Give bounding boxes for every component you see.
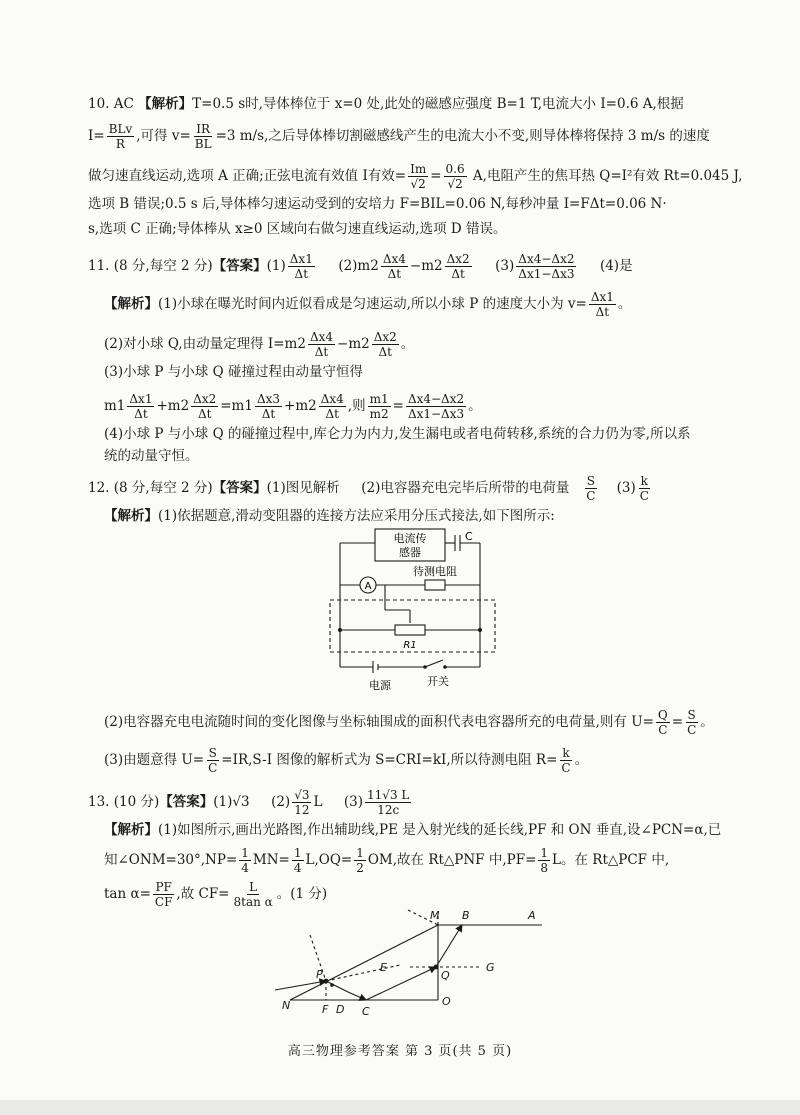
q12-p2b: = bbox=[671, 714, 684, 730]
switch-blade bbox=[425, 660, 443, 667]
q12-a1: (1)图见解析 bbox=[266, 480, 340, 496]
q11-analysis-5: (4)小球 P 与小球 Q 的碰撞过程中,库仑力为内力,发生漏电或者电荷转移,系统的合力仍为零,所以系 bbox=[104, 426, 691, 442]
q11-p1: (1)小球在曝光时间内近似看成是匀速运动,所以小球 P 的速度大小为 v= bbox=[158, 296, 587, 312]
q11-a3: (3) bbox=[495, 258, 515, 274]
q11-analysis-3: (3)小球 P 与小球 Q 碰撞过程由动量守恒得 bbox=[104, 364, 363, 380]
switch-label: 开关 bbox=[427, 675, 449, 688]
q13-analysis-tag: 【解析】 bbox=[104, 822, 158, 838]
label-G: G bbox=[486, 961, 495, 974]
refracted-ray-1 bbox=[326, 981, 348, 992]
q12-p3b: =IR,S-I 图像的解析式为 S=CRI=kI,所以待测电阻 R= bbox=[221, 752, 558, 768]
q11-a1-frac: $\frac{\Delta x1}{\Delta t}$ bbox=[289, 252, 313, 281]
q13-p2e: L。在 Rt△PCF 中, bbox=[552, 852, 670, 868]
switch-contact bbox=[443, 665, 447, 669]
q10-text-3b: = bbox=[430, 168, 442, 184]
q11-analysis-tag: 【解析】 bbox=[104, 296, 158, 312]
extension-PE bbox=[326, 965, 400, 981]
label-M: M bbox=[430, 909, 440, 922]
q11-p4a: m1 bbox=[104, 398, 126, 414]
q13-p2-frac2: $\frac{1}{4}$ bbox=[293, 846, 302, 875]
q11-p4-frac2: $\frac{\Delta x2}{\Delta t}$ bbox=[193, 392, 217, 421]
q11-p1-frac: $\frac{\Delta x1}{\Delta t}$ bbox=[590, 290, 614, 319]
q13-answer-line bbox=[88, 788, 730, 817]
q10-text-2c: =3 m/s,之后导体棒切割磁感线产生的电流大小不变,则导体棒将保持 3 m/s 的速度 bbox=[215, 128, 710, 144]
exit-ray bbox=[436, 925, 462, 967]
q13-analysis-2 bbox=[104, 846, 730, 875]
q13-a2-unit: L bbox=[313, 794, 323, 810]
q11-p4-frac5: $\frac{m1}{m2}$ bbox=[369, 392, 389, 421]
q11-a2: (2)m2 bbox=[338, 258, 379, 274]
q13-a3-frac: $\frac{11√3 L}{12c}$ bbox=[367, 788, 410, 817]
q11-analysis-4 bbox=[104, 392, 730, 421]
optics-diagram bbox=[270, 905, 560, 1025]
label-A: A bbox=[528, 909, 536, 922]
q11-p4c: =m1 bbox=[220, 398, 253, 414]
q11-a2-mid: −m2 bbox=[409, 258, 443, 274]
q12-a2-frac: $\frac{S}{C}$ bbox=[586, 474, 596, 503]
q13-a2: (2) bbox=[271, 794, 291, 810]
q11-answer-tag: 【答案】 bbox=[212, 258, 267, 274]
q13-a2-frac: $\frac{√3}{12}$ bbox=[294, 788, 310, 817]
q11-p4-end: 。 bbox=[468, 398, 482, 414]
q13-p3c: 。(1 分) bbox=[276, 886, 328, 902]
q12-p2-frac1: $\frac{Q}{C}$ bbox=[657, 708, 668, 737]
q11-answer-line bbox=[88, 252, 730, 281]
q13-p2d: OM,故在 Rt△PNF 中,PF= bbox=[367, 852, 537, 868]
q11-analysis-1 bbox=[104, 290, 730, 319]
q13-p2c: L,OQ= bbox=[305, 852, 353, 868]
q12-p3-frac1: $\frac{S}{C}$ bbox=[208, 746, 218, 775]
q12-p3a: (3)由题意得 U= bbox=[104, 752, 205, 768]
q13-p2b: MN= bbox=[252, 852, 290, 868]
q11-a4: (4)是 bbox=[599, 258, 633, 274]
point-P bbox=[324, 979, 329, 984]
q12-p2-frac2: $\frac{S}{C}$ bbox=[687, 708, 697, 737]
label-E: E bbox=[380, 961, 387, 974]
q12-analysis-1 bbox=[104, 506, 730, 526]
q13-number: 13. (10 分) bbox=[88, 794, 160, 810]
q13-analysis-1 bbox=[104, 820, 730, 840]
q11-p4f: = bbox=[392, 398, 404, 414]
q10-number: 10. AC bbox=[88, 96, 134, 112]
q10-line-4: 选项 B 错误;0.5 s 后,导体棒匀速运动受到的安培力 F=BIL=0.06 N,每秒冲量 I=FΔt=0.06 N· bbox=[88, 196, 667, 212]
rheostat-box bbox=[395, 625, 425, 635]
q13-p3a: tan α= bbox=[104, 886, 151, 902]
q11-p4-frac4: $\frac{\Delta x4}{\Delta t}$ bbox=[320, 392, 344, 421]
reflected-ray bbox=[366, 967, 436, 1000]
q13-answer-tag: 【答案】 bbox=[159, 794, 214, 810]
point-Q bbox=[434, 965, 439, 970]
q13-a1: (1)√3 bbox=[213, 794, 250, 810]
q11-p2-end: 。 bbox=[400, 336, 415, 352]
ammeter-label: A bbox=[364, 581, 372, 592]
q12-analysis-tag: 【解析】 bbox=[104, 508, 158, 524]
q10-line-1 bbox=[88, 94, 730, 114]
label-F: F bbox=[322, 1003, 329, 1016]
label-C: C bbox=[362, 1005, 370, 1018]
q12-a3-frac: $\frac{k}{C}$ bbox=[639, 474, 649, 503]
junction-left bbox=[338, 628, 342, 632]
q11-number: 11. (8 分,每空 2 分) bbox=[88, 258, 213, 274]
label-Q: Q bbox=[441, 969, 450, 982]
q12-a3: (3) bbox=[616, 480, 636, 496]
q11-a1: (1) bbox=[266, 258, 286, 274]
q11-p4-frac1: $\frac{\Delta x1}{\Delta t}$ bbox=[129, 392, 153, 421]
q11-p2-mid: −m2 bbox=[337, 336, 370, 352]
label-O: O bbox=[442, 995, 451, 1008]
q10-line-5: s,选项 C 正确;导体棒从 x≥0 区域向右做匀速直线运动,选项 D 错误。 bbox=[88, 221, 507, 237]
q12-p3-frac2: $\frac{k}{C}$ bbox=[561, 746, 571, 775]
q11-p2: (2)对小球 Q,由动量定理得 I=m2 bbox=[104, 336, 306, 352]
q10-line-2 bbox=[88, 122, 730, 151]
capacitor-label: C bbox=[465, 530, 473, 543]
q11-p1-end: 。 bbox=[617, 296, 632, 312]
q13-p3-frac1: $\frac{PF}{CF}$ bbox=[154, 880, 173, 909]
q11-analysis-2 bbox=[104, 330, 730, 359]
prism-hypotenuse bbox=[290, 925, 438, 1000]
q12-p2-end: 。 bbox=[700, 714, 714, 730]
q11-a2-frac1: $\frac{\Delta x4}{\Delta t}$ bbox=[382, 252, 406, 281]
q11-p4-frac3: $\frac{\Delta x3}{\Delta t}$ bbox=[256, 392, 281, 421]
q13-p2-frac3: $\frac{1}{2}$ bbox=[356, 846, 364, 875]
q10-analysis-tag: 【解析】 bbox=[138, 96, 193, 112]
q12-answer-line bbox=[88, 474, 730, 503]
q10-frac-blv: $\frac{\text{BLv}}{R}$ bbox=[108, 122, 133, 151]
label-P: P bbox=[316, 968, 323, 981]
q10-text-3a: 做匀速直线运动,选项 A 正确;正弦电流有效值 I有效= bbox=[88, 168, 407, 184]
q13-a3: (3) bbox=[343, 794, 364, 810]
q11-p4d: +m2 bbox=[284, 398, 317, 414]
q10-text-3c: A,电阻产生的焦耳热 Q=I²有效 Rt=0.045 J, bbox=[468, 168, 743, 184]
bottom-edge bbox=[0, 1100, 800, 1115]
q11-a2-frac2: $\frac{\Delta x2}{\Delta t}$ bbox=[446, 252, 470, 281]
q11-p4b: +m2 bbox=[156, 398, 190, 414]
label-N: N bbox=[282, 999, 291, 1012]
q13-p1: (1)如图所示,画出光路图,作出辅助线,PE 是入射光线的延长线,PF 和 ON 垂直,设∠PCN=α,已 bbox=[158, 822, 722, 838]
q12-answer-tag: 【答案】 bbox=[212, 480, 267, 496]
sensor-label-1: 电流传 bbox=[393, 532, 427, 545]
q13-p3-frac2: $\frac{L}{\text{8tan α}}$ bbox=[233, 880, 273, 909]
junction-right bbox=[478, 628, 482, 632]
q13-p2-frac4: $\frac{1}{8}$ bbox=[540, 846, 549, 875]
resistor-label: 待测电阻 bbox=[413, 565, 457, 578]
q11-analysis-6: 统的动量守恒。 bbox=[104, 448, 199, 464]
q12-p3-end: 。 bbox=[574, 752, 589, 768]
rheostat-label: R1 bbox=[403, 640, 417, 651]
label-B: B bbox=[462, 909, 470, 922]
q11-p2-frac1: $\frac{\Delta x4}{\Delta t}$ bbox=[309, 330, 334, 359]
q10-frac-ir: $\frac{IR}{BL}$ bbox=[194, 122, 212, 151]
q12-number: 12. (8 分,每空 2 分) bbox=[88, 480, 213, 496]
q13-p2a: 知∠ONM=30°,NP= bbox=[104, 852, 238, 868]
sensor-label-2: 感器 bbox=[399, 546, 421, 559]
q10-frac-06: $\frac{0.6}{√2}$ bbox=[445, 162, 465, 191]
q12-analysis-2 bbox=[104, 708, 730, 737]
source-label: 电源 bbox=[369, 679, 391, 692]
q10-line-3 bbox=[88, 162, 743, 191]
q12-p1: (1)依据题意,滑动变阻器的连接方法应采用分压式接法,如下图所示: bbox=[158, 508, 555, 524]
page-footer: 高三物理参考答案 第 3 页(共 5 页) bbox=[287, 1044, 513, 1059]
q11-p2-frac2: $\frac{\Delta x2}{\Delta t}$ bbox=[373, 330, 397, 359]
q13-p2-frac1: $\frac{1}{4}$ bbox=[241, 846, 249, 875]
q10-text-2b: ,可得 v= bbox=[136, 128, 191, 144]
q12-a2: (2)电容器充电完毕后所带的电荷量 bbox=[361, 480, 570, 496]
q13-p3b: ,故 CF= bbox=[176, 886, 230, 902]
label-D: D bbox=[336, 1003, 345, 1016]
point-D-dot bbox=[330, 983, 334, 987]
circuit-diagram bbox=[325, 525, 500, 695]
q11-p4e: ,则 bbox=[347, 398, 366, 414]
switch-pivot bbox=[423, 665, 427, 669]
q10-frac-im: $\frac{Im}{√2}$ bbox=[410, 162, 427, 191]
q11-p4-frac6: $\frac{\Delta x4-\Delta x2}{\Delta x1-\Delta x3}$ bbox=[407, 392, 465, 421]
q11-a3-frac: $\frac{\Delta x4-\Delta x2}{\Delta x1-\Delta x3}$ bbox=[518, 252, 575, 281]
q10-text-2a: I= bbox=[88, 128, 105, 144]
q12-p2a: (2)电容器充电电流随时间的变化图像与坐标轴围成的面积代表电容器所充的电荷量,则有 U= bbox=[104, 714, 654, 730]
q12-analysis-3 bbox=[104, 746, 730, 775]
q10-text-1: T=0.5 s时,导体棒位于 x=0 处,此处的磁感应强度 B=1 T,电流大小 I=0.6 A,根据 bbox=[192, 96, 684, 112]
resistor-box bbox=[425, 580, 445, 590]
